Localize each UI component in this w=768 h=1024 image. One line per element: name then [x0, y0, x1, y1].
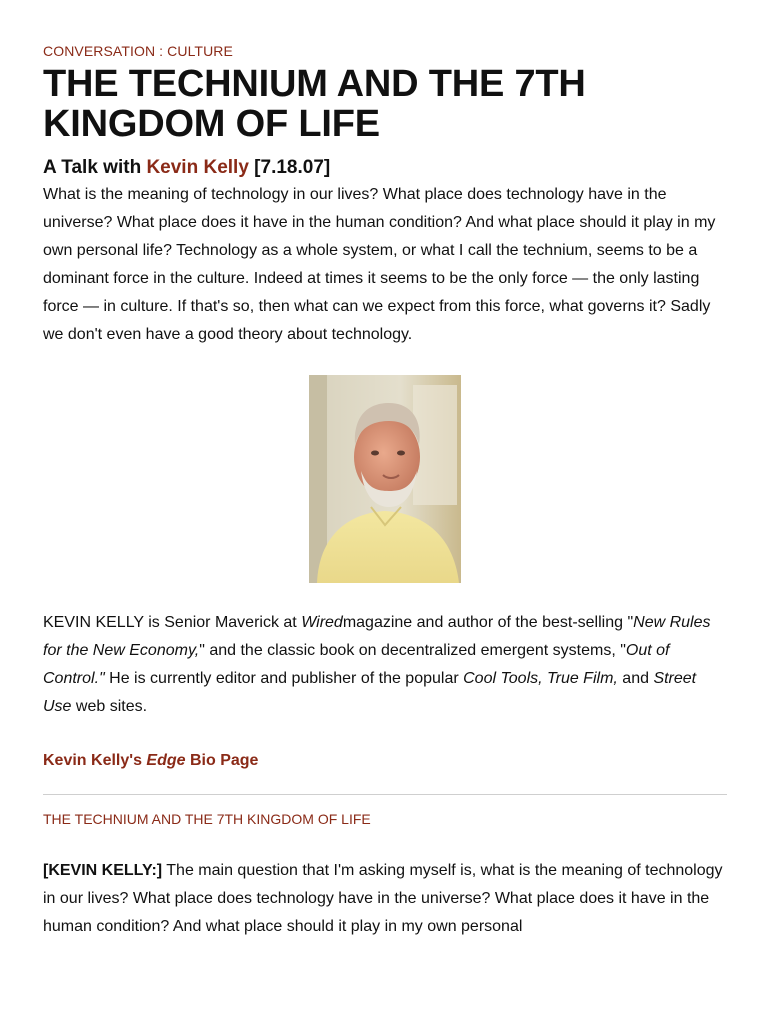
transcript-text: The main question that I'm asking myself is, what is the meaning of technology in our lives? What place does technology have in the universe? What place does it have in the human condition? And what place should it play in my own personal	[43, 862, 723, 935]
subtitle	[43, 155, 727, 181]
bio-site-2: Street Use	[43, 670, 697, 715]
bio-link-prefix: Kevin Kelly's	[43, 752, 147, 769]
article	[43, 42, 727, 941]
bio-text-6: web sites.	[71, 698, 148, 715]
author-bio	[43, 609, 727, 721]
section-heading: THE TECHNIUM AND THE 7TH KINGDOM OF LIFE	[43, 811, 371, 827]
bio-link-suffix: Bio Page	[185, 752, 259, 769]
author-portrait	[309, 375, 461, 583]
bio-text-4: He is currently editor and publisher of the popular	[104, 670, 464, 687]
bio-text-1: KEVIN KELLY is Senior Maverick at	[43, 614, 302, 631]
bio-book-1: New Rules for the New Economy,	[43, 614, 711, 659]
section-kicker[interactable]: CONVERSATION : CULTURE	[43, 43, 233, 59]
portrait-illustration	[309, 375, 461, 583]
bio-wired: Wired	[301, 614, 343, 631]
portrait-container	[43, 375, 727, 583]
subtitle-prefix: A Talk with	[43, 157, 147, 178]
subtitle-date: [7.18.07]	[248, 157, 331, 178]
bio-text-5: and	[617, 670, 654, 687]
author-link[interactable]: Kevin Kelly	[146, 157, 249, 178]
bio-text-2: magazine and author of the best-selling "	[342, 614, 634, 631]
bio-site-1: Cool Tools, True Film,	[463, 670, 618, 687]
section-divider	[43, 794, 727, 795]
speaker-label: [KEVIN KELLY:]	[43, 862, 163, 879]
edge-bio-link[interactable]	[43, 749, 727, 773]
page-title: THE TECHNIUM AND THE 7TH KINGDOM OF LIFE	[43, 63, 586, 145]
transcript-paragraph	[43, 857, 727, 941]
bio-text-3: " and the classic book on decentralized emergent systems, "	[199, 642, 626, 659]
bio-book-2: Out of Control."	[43, 642, 670, 687]
intro-paragraph: What is the meaning of technology in our lives? What place does technology have in the universe? What place does it have in the human condition? And what place should it play in my own personal life? Technology as a whole system, or what I call the technium, seems to be a dominant force in the culture. Indeed at times it seems to be the only force — the only lasting force — in culture. If that's so, then what can we expect from this force, what governs it? Sadly we don't even have a good theory about technology.	[43, 186, 716, 343]
bio-link-edge: Edge	[146, 752, 186, 769]
